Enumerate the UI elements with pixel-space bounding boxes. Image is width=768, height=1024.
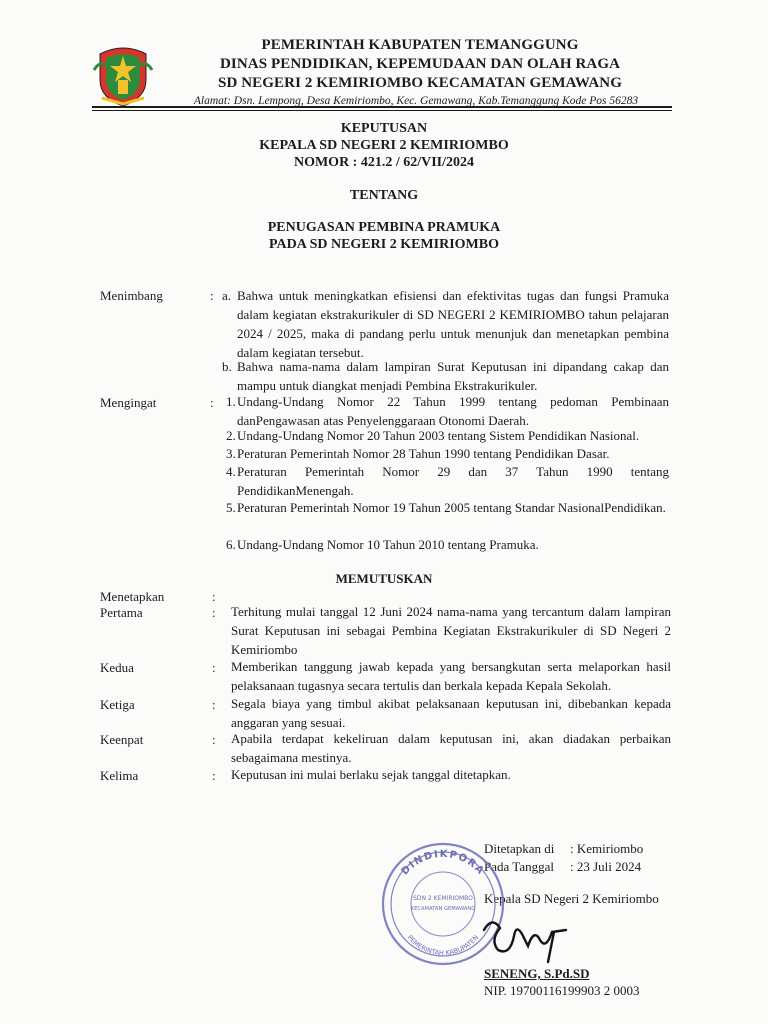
mengingat-item-4-mark: 4.	[226, 464, 236, 479]
kedua-colon: :	[212, 660, 216, 675]
stamp-bottom-text: PEMERINTAH KABUPATEN	[405, 933, 481, 958]
letterhead-rule-thick	[92, 106, 672, 108]
tanggal-label: Pada Tanggal	[484, 859, 554, 874]
mengingat-item-6-mark: 6.	[226, 537, 236, 552]
mengingat-item-1: Undang-Undang Nomor 22 Tahun 1999 tentang pedoman Pembinaan danPengawasan atas Penyelenggaraan Otonomi Daerah.	[237, 394, 669, 428]
keenpat-text: Apabila terdapat kekeliruan dalam keputusan ini, akan diadakan perbaikan sebagaimana mestinya.	[231, 731, 671, 765]
mengingat-item-3-mark: 3.	[226, 446, 236, 461]
letterhead-line-1: PEMERINTAH KABUPATEN TEMANGGUNG	[261, 37, 579, 53]
letterhead-rule-thin	[92, 110, 672, 111]
memutuskan-heading: MEMUTUSKAN	[335, 571, 433, 586]
letterhead-address: Alamat: Dsn. Lempong, Desa Kemiriombo, Kec. Gemawang, Kab.Temanggung Kode Pos 56283	[193, 95, 639, 107]
menimbang-item-a-mark: a.	[222, 288, 232, 303]
kelima-colon: :	[212, 768, 216, 783]
kedua-label: Kedua	[100, 660, 134, 675]
ketiga-text: Segala biaya yang timbul akibat pelaksanaan keputusan ini, dibebankan kepada anggaran yang sesuai.	[231, 696, 671, 730]
stamp-middle-line-2: KECAMATAN GEMAWANG	[410, 906, 476, 912]
signatory-nip: NIP. 19700116199903 2 0003	[484, 983, 640, 998]
stamp-middle-line-1: SDN 2 KEMIRIOMBO	[413, 895, 473, 902]
signatory-title: Kepala SD Negeri 2 Kemiriombo	[484, 891, 659, 906]
keenpat-label: Keenpat	[100, 732, 144, 747]
ditetapkan-label: Ditetapkan di	[484, 841, 555, 856]
mengingat-item-2-mark: 2.	[226, 428, 236, 443]
mengingat-item-4: Peraturan Pemerintah Nomor 29 dan 37 Tahun 1990 tentang PendidikanMenengah.	[237, 464, 669, 498]
pertama-text: Terhitung mulai tanggal 12 Juni 2024 nama-nama yang tercantum dalam lampiran Surat Keputusan ini sebagai Pembina Kegiatan Ekstrakurikuler di SD Negeri 2 Kemiriombo	[231, 604, 671, 657]
mengingat-colon: :	[210, 395, 214, 410]
tentang-heading: TENTANG	[349, 188, 419, 203]
menimbang-label: Menimbang	[100, 288, 163, 303]
regency-emblem-icon	[92, 40, 154, 108]
decree-issuer: KEPALA SD NEGERI 2 KEMIRIOMBO	[259, 138, 509, 153]
ketiga-label: Ketiga	[100, 697, 135, 712]
ditetapkan-value: : Kemiriombo	[570, 841, 644, 856]
menimbang-item-b: Bahwa nama-nama dalam lampiran Surat Keputusan ini dipandang cakap dan mampu untuk diangkat menjadi Pembina Ekstrakurikuler.	[237, 359, 669, 393]
mengingat-item-2: Undang-Undang Nomor 20 Tahun 2003 tentang Sistem Pendidikan Nasional.	[237, 428, 640, 443]
subject-line-1: PENUGASAN PEMBINA PRAMUKA	[267, 220, 501, 235]
mengingat-item-6: Undang-Undang Nomor 10 Tahun 2010 tentang Pramuka.	[237, 537, 539, 552]
kelima-label: Kelima	[100, 768, 139, 783]
tanggal-value: : 23 Juli 2024	[570, 859, 642, 874]
menimbang-colon: :	[210, 288, 214, 303]
letterhead-line-2: DINAS PENDIDIKAN, KEPEMUDAAN DAN OLAH RAGA	[219, 56, 621, 72]
menetapkan-label: Menetapkan	[100, 589, 165, 604]
signatory-name: SENENG, S.Pd.SD	[484, 966, 590, 981]
subject-line-2: PADA SD NEGERI 2 KEMIRIOMBO	[269, 237, 499, 252]
keenpat-colon: :	[212, 732, 216, 747]
stamp-top-text: DINDIKPORA	[399, 848, 487, 878]
kelima-text: Keputusan ini mulai berlaku sejak tanggal ditetapkan.	[231, 767, 511, 782]
ketiga-colon: :	[212, 697, 216, 712]
pertama-colon: :	[212, 605, 216, 620]
mengingat-item-1-mark: 1.	[226, 394, 236, 409]
decree-heading: KEPUTUSAN	[340, 121, 428, 136]
menetapkan-colon: :	[212, 589, 216, 604]
mengingat-item-5-mark: 5.	[226, 500, 236, 515]
kedua-text: Memberikan tanggung jawab kepada yang bersangkutan serta melaporkan hasil pelaksanaan tugasnya secara tertulis dan berkala kepada Kepala Sekolah.	[231, 659, 671, 693]
letterhead-line-3: SD NEGERI 2 KEMIRIOMBO KECAMATAN GEMAWANG	[218, 75, 622, 91]
mengingat-item-3: Peraturan Pemerintah Nomor 28 Tahun 1990 tentang Pendidikan Dasar.	[237, 446, 610, 461]
menimbang-item-a: Bahwa untuk meningkatkan efisiensi dan efektivitas tugas dan fungsi Pramuka dalam kegiatan ekstrakurikuler di SD NEGERI 2 KEMIRIOMBO tahun pelajaran 2024 / 2025, maka di pandang perlu untuk menunjuk dan menetapkan pembina dalam kegiatan tersebut.	[237, 288, 669, 360]
mengingat-item-5: Peraturan Pemerintah Nomor 19 Tahun 2005 tentang Standar NasionalPendidikan.	[237, 500, 666, 515]
mengingat-label: Mengingat	[100, 395, 157, 410]
menimbang-item-b-mark: b.	[222, 359, 232, 374]
handwritten-signature-icon	[470, 906, 580, 966]
decree-number: NOMOR : 421.2 / 62/VII/2024	[293, 155, 475, 170]
pertama-label: Pertama	[100, 605, 143, 620]
letterhead	[160, 36, 680, 109]
